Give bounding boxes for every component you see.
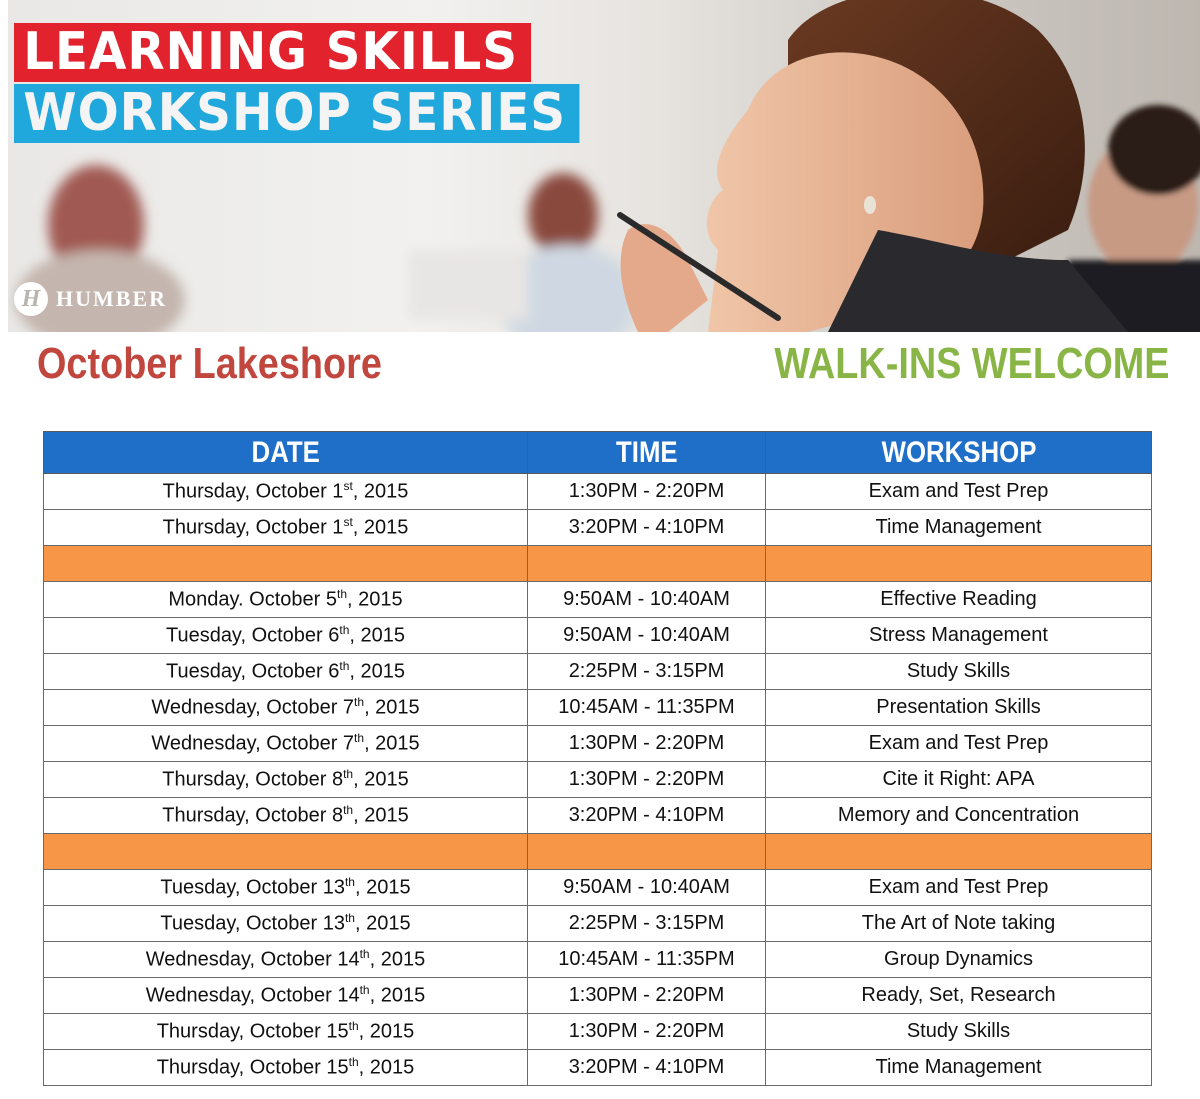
time-cell: 9:50AM - 10:40AM <box>528 618 766 654</box>
time-cell: 1:30PM - 2:20PM <box>528 978 766 1014</box>
workshop-cell: Exam and Test Prep <box>766 474 1152 510</box>
time-cell: 1:30PM - 2:20PM <box>528 762 766 798</box>
time-cell: 9:50AM - 10:40AM <box>528 870 766 906</box>
separator-cell <box>528 834 766 870</box>
workshop-cell: Cite it Right: APA <box>766 762 1152 798</box>
separator-cell <box>766 834 1152 870</box>
separator-cell <box>766 546 1152 582</box>
location-heading: October Lakeshore <box>37 339 382 388</box>
date-cell: Tuesday, October 6th, 2015 <box>44 654 528 690</box>
time-cell: 2:25PM - 3:15PM <box>528 654 766 690</box>
time-cell: 2:25PM - 3:15PM <box>528 906 766 942</box>
time-cell: 10:45AM - 11:35PM <box>528 690 766 726</box>
time-cell: 1:30PM - 2:20PM <box>528 1014 766 1050</box>
table-row <box>44 1050 1152 1086</box>
table-row <box>44 654 1152 690</box>
table-row <box>44 510 1152 546</box>
date-cell: Wednesday, October 7th, 2015 <box>44 690 528 726</box>
date-cell: Tuesday, October 6th, 2015 <box>44 618 528 654</box>
workshop-cell: Time Management <box>766 1050 1152 1086</box>
date-cell: Wednesday, October 14th, 2015 <box>44 942 528 978</box>
date-cell: Tuesday, October 13th, 2015 <box>44 906 528 942</box>
separator-cell <box>44 546 528 582</box>
workshop-cell: Presentation Skills <box>766 690 1152 726</box>
table-row <box>44 762 1152 798</box>
walk-ins-heading: WALK-INS WELCOME <box>774 339 1170 388</box>
workshop-cell: Study Skills <box>766 654 1152 690</box>
table-row <box>44 690 1152 726</box>
date-cell: Thursday, October 1st, 2015 <box>44 510 528 546</box>
week-separator-row <box>44 834 1152 870</box>
title-line-1: LEARNING SKILLS <box>14 23 531 82</box>
table-row <box>44 978 1152 1014</box>
date-cell: Thursday, October 15th, 2015 <box>44 1014 528 1050</box>
date-cell: Monday. October 5th, 2015 <box>44 582 528 618</box>
workshop-cell: Group Dynamics <box>766 942 1152 978</box>
separator-cell <box>44 834 528 870</box>
time-cell: 1:30PM - 2:20PM <box>528 474 766 510</box>
table-row <box>44 906 1152 942</box>
table-row <box>44 798 1152 834</box>
workshop-cell: Effective Reading <box>766 582 1152 618</box>
table-row <box>44 618 1152 654</box>
column-header-workshop: WORKSHOP <box>766 432 1152 474</box>
time-cell: 3:20PM - 4:10PM <box>528 510 766 546</box>
workshop-cell: Ready, Set, Research <box>766 978 1152 1014</box>
workshop-cell: Memory and Concentration <box>766 798 1152 834</box>
time-cell: 10:45AM - 11:35PM <box>528 942 766 978</box>
date-cell: Tuesday, October 13th, 2015 <box>44 870 528 906</box>
date-cell: Wednesday, October 7th, 2015 <box>44 726 528 762</box>
time-cell: 3:20PM - 4:10PM <box>528 1050 766 1086</box>
table-row <box>44 474 1152 510</box>
date-cell: Thursday, October 8th, 2015 <box>44 762 528 798</box>
title-line-2: WORKSHOP SERIES <box>14 84 579 143</box>
table-row <box>44 870 1152 906</box>
table-header-row <box>44 432 1152 474</box>
table-row <box>44 942 1152 978</box>
humber-logo <box>14 282 167 316</box>
humber-logo-text: HUMBER <box>56 286 167 311</box>
workshop-schedule-table <box>43 431 1152 1086</box>
separator-cell <box>528 546 766 582</box>
time-cell: 3:20PM - 4:10PM <box>528 798 766 834</box>
workshop-cell: The Art of Note taking <box>766 906 1152 942</box>
column-header-time: TIME <box>528 432 766 474</box>
workshop-cell: Time Management <box>766 510 1152 546</box>
time-cell: 1:30PM - 2:20PM <box>528 726 766 762</box>
time-cell: 9:50AM - 10:40AM <box>528 582 766 618</box>
header-banner <box>8 0 1200 332</box>
date-cell: Wednesday, October 14th, 2015 <box>44 978 528 1014</box>
workshop-cell: Stress Management <box>766 618 1152 654</box>
table-row <box>44 582 1152 618</box>
date-cell: Thursday, October 8th, 2015 <box>44 798 528 834</box>
column-header-date: DATE <box>44 432 528 474</box>
humber-logo-icon: H <box>14 282 48 316</box>
workshop-cell: Exam and Test Prep <box>766 726 1152 762</box>
table-row <box>44 1014 1152 1050</box>
week-separator-row <box>44 546 1152 582</box>
date-cell: Thursday, October 15th, 2015 <box>44 1050 528 1086</box>
workshop-cell: Exam and Test Prep <box>766 870 1152 906</box>
workshop-cell: Study Skills <box>766 1014 1152 1050</box>
table-row <box>44 726 1152 762</box>
date-cell: Thursday, October 1st, 2015 <box>44 474 528 510</box>
